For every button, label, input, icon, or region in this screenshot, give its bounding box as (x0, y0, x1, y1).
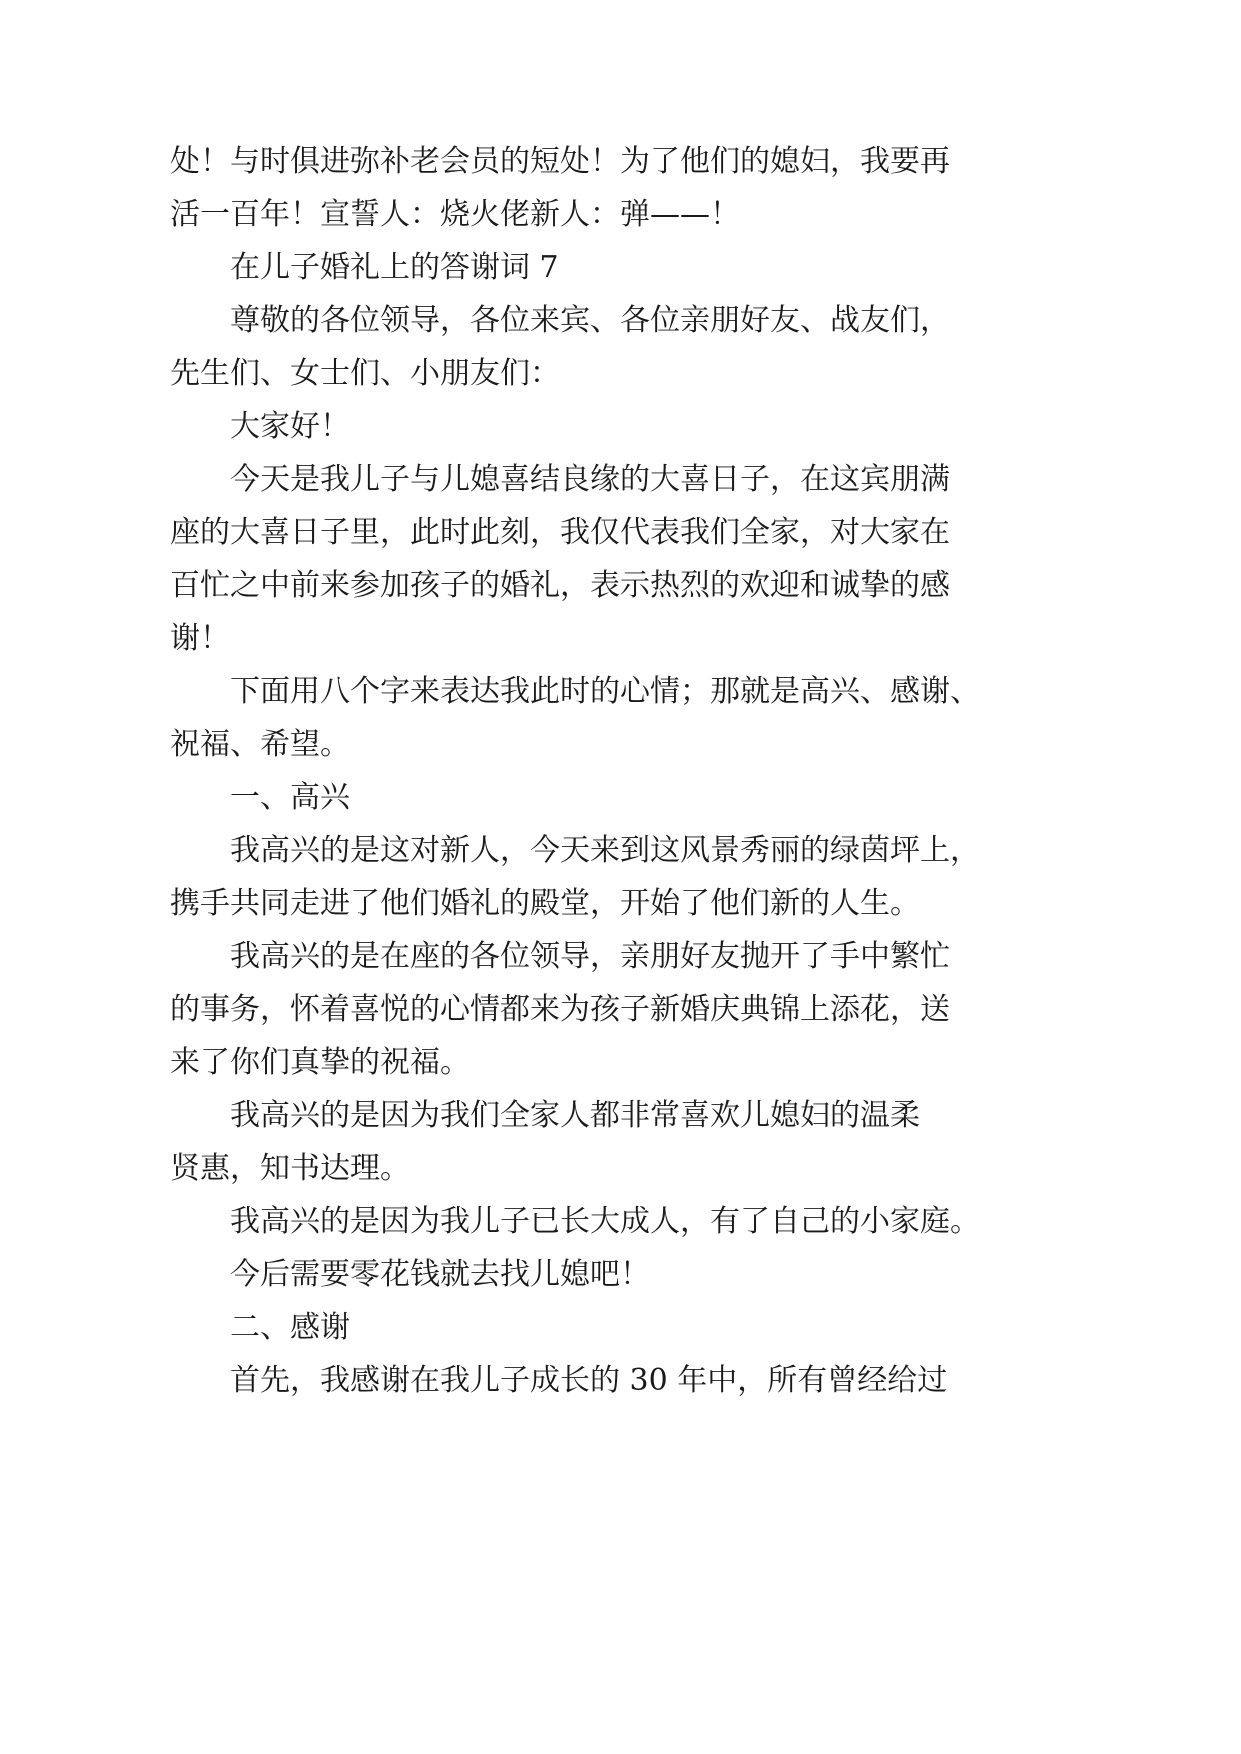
text-line: 的事务，怀着喜悦的心情都来为孩子新婚庆典锦上添花，送 (170, 992, 950, 1027)
text-line: 携手共同走进了他们婚礼的殿堂，开始了他们新的人生。 (170, 886, 920, 921)
section-heading: 二、感谢 (230, 1310, 350, 1345)
text-line: 尊敬的各位领导，各位来宾、各位亲朋好友、战友们， (230, 303, 950, 338)
text-line: 祝福、希望。 (170, 727, 350, 762)
section-heading: 在儿子婚礼上的答谢词 7 (230, 250, 559, 285)
text-line: 处！与时俱进弥补老会员的短处！为了他们的媳妇，我要再 (170, 144, 950, 179)
text-line: 先生们、女士们、小朋友们： (170, 356, 560, 391)
text-line: 首先，我感谢在我儿子成长的 30 年中，所有曾经给过 (230, 1363, 948, 1398)
text-line: 今天是我儿子与儿媳喜结良缘的大喜日子，在这宾朋满 (230, 462, 950, 497)
text-line: 今后需要零花钱就去找儿媳吧！ (230, 1257, 650, 1292)
text-line: 活一百年！宣誓人：烧火佬新人：弹——！ (170, 197, 740, 232)
text-line: 大家好！ (230, 409, 350, 444)
text-line: 我高兴的是因为我们全家人都非常喜欢儿媳妇的温柔 (230, 1098, 920, 1133)
text-line: 来了你们真挚的祝福。 (170, 1045, 470, 1080)
text-line: 座的大喜日子里，此时此刻，我仅代表我们全家，对大家在 (170, 515, 950, 550)
text-line: 我高兴的是在座的各位领导，亲朋好友抛开了手中繁忙 (230, 939, 950, 974)
text-line: 下面用八个字来表达我此时的心情；那就是高兴、感谢、 (230, 674, 980, 709)
text-line: 百忙之中前来参加孩子的婚礼，表示热烈的欢迎和诚挚的感 (170, 568, 950, 603)
text-line: 我高兴的是这对新人，今天来到这风景秀丽的绿茵坪上， (230, 833, 980, 868)
section-heading: 一、高兴 (230, 780, 350, 815)
text-line: 我高兴的是因为我儿子已长大成人，有了自己的小家庭。 (230, 1204, 980, 1239)
text-line: 贤惠，知书达理。 (170, 1151, 410, 1186)
text-line: 谢！ (170, 621, 230, 656)
